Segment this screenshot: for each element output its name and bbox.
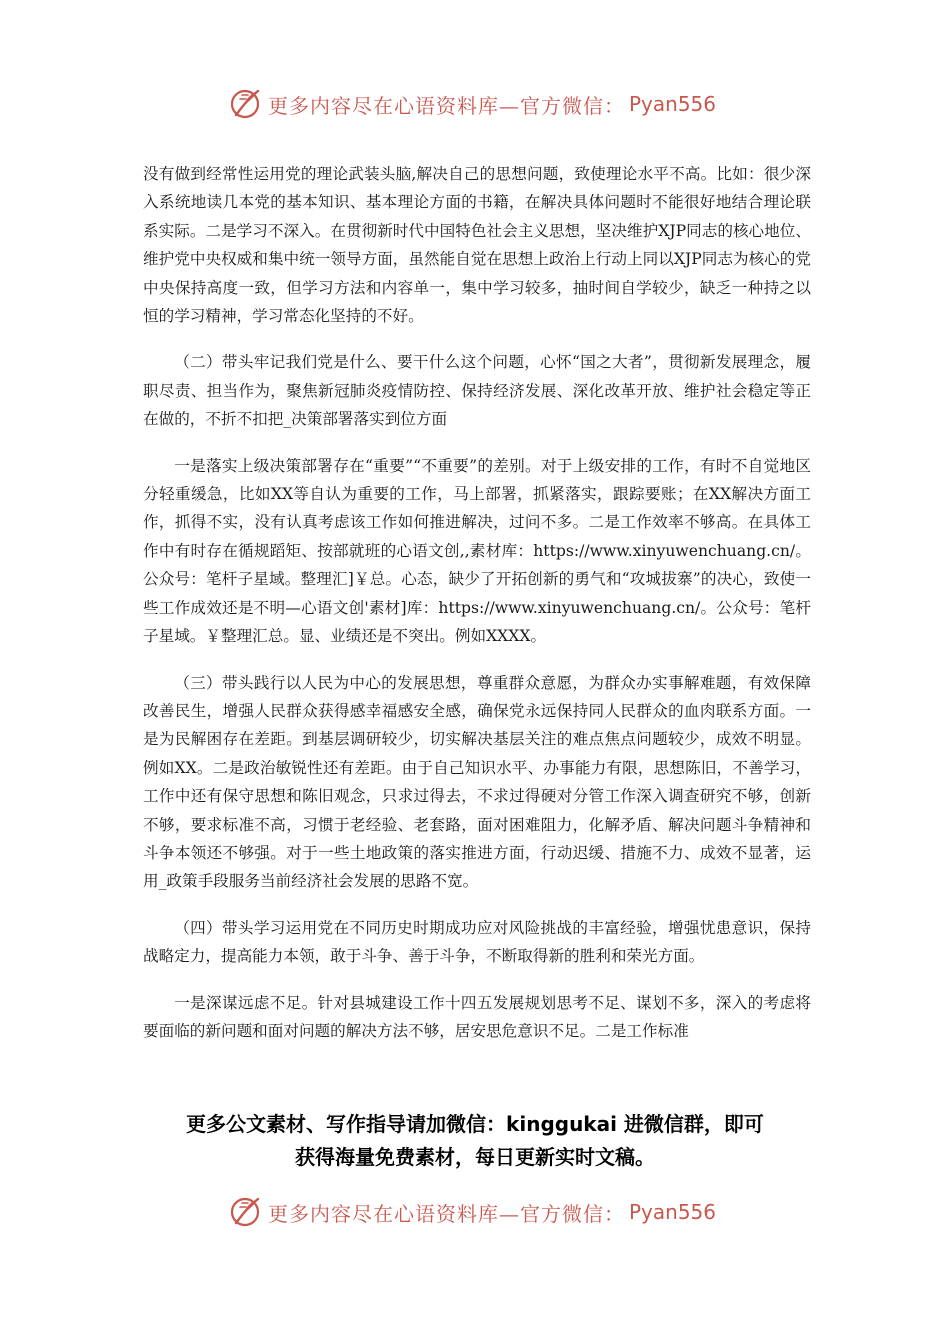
quill-logo-icon	[228, 87, 262, 121]
footer-banner-text: 更多内容尽在心语资料库—官方微信：	[268, 1201, 625, 1226]
promo-notice	[100, 1108, 850, 1174]
header-banner-wechat-id: Pyan556	[629, 92, 717, 116]
quill-logo-icon	[228, 1195, 262, 1229]
promo-line-1: 更多公文素材、写作指导请加微信：kinggukai 进微信群，即可	[186, 1112, 764, 1136]
paragraph-section-2-body: 一是落实上级决策部署存在“重要”“不重要”的差别。对于上级安排的工作，有时不自觉地区分轻重缓急，比如XX等自认为重要的工作，马上部署，抓紧落实，跟踪要账；在XX解决方面工作，抓得不实，没有认真考虑该工作如何推进解决，过问不多。二是工作效率不够高。在具体工作中有时存在循规蹈矩、按部就班的心语文创,,素材库：https://www.xinyuwenchuang.cn/。公众号：笔杆子星域。整理汇]￥总。心态，缺少了开拓创新的勇气和“攻城拔寨”的决心，致使一些工作成效还是不明—心语文创'素材]库：https://www.xinyuwenchuang.cn/。公众号：笔杆子星域。￥整理汇总。显、业绩还是不突出。例如XXXX。	[143, 456, 811, 646]
header-banner-text: 更多内容尽在心语资料库—官方微信：	[268, 93, 625, 118]
paragraph-continuation: 没有做到经常性运用党的理论武装头脑,解决自己的思想问题，致使理论水平不高。比如：很少深入系统地读几本党的基本知识、基本理论方面的书籍，在解决具体问题时不能很好地结合理论联系实际。二是学习不深入。在贯彻新时代中国特色社会主义思想，坚决维护XJP同志的核心地位、维护党中央权威和集中统一领导方面，虽然能自觉在思想上政治上行动上同以XJP同志为核心的党中央保持高度一致，但学习方法和内容单一，集中学习较多，抽时间自学较少，缺乏一种持之以恒的学习精神，学习常态化坚持的不好。	[143, 165, 811, 326]
paragraph-section-4-body: 一是深谋远虑不足。针对县城建设工作十四五发展规划思考不足、谋划不多，深入的考虑将要面临的新问题和面对问题的解决方法不够，居安思危意识不足。二是工作标准	[143, 993, 811, 1040]
header-watermark-banner	[228, 84, 716, 124]
footer-banner-wechat-id: Pyan556	[629, 1200, 717, 1224]
footer-watermark-banner	[228, 1192, 716, 1232]
document-body	[143, 160, 811, 1063]
paragraph-section-2-heading: （二）带头牢记我们党是什么、要干什么这个问题，心怀“国之大者”，贯彻新发展理念，履职尽责、担当作为，聚焦新冠肺炎疫情防控、保持经济发展、深化改革开放、维护社会稳定等正在做的，不折不扣把_决策部署落实到位方面	[143, 353, 811, 429]
paragraph-section-3: （三）带头践行以人民为中心的发展思想，尊重群众意愿，为群众办实事解难题，有效保障改善民生，增强人民群众获得感幸福感安全感，确保党永远保持同人民群众的血肉联系方面。一是为民解困存在差距。到基层调研较少，切实解决基层关注的难点焦点问题较少，成效不明显。例如XX。二是政治敏锐性还有差距。由于自己知识水平、办事能力有限，思想陈旧，不善学习，工作中还有保守思想和陈旧观念，只求过得去，不求过得硬对分管工作深入调查研究不够，创新不够，要求标准不高，习惯于老经验、老套路，面对困难阻力，化解矛盾、解决问题斗争精神和斗争本领还不够强。对于一些土地政策的落实推进方面，行动迟缓、措施不力、成效不显著，运用_政策手段服务当前经济社会发展的思路不宽。	[143, 673, 811, 891]
promo-line-2: 获得海量免费素材，每日更新实时文稿。	[295, 1145, 655, 1169]
paragraph-section-4-heading: （四）带头学习运用党在不同历史时期成功应对风险挑战的丰富经验，增强忧患意识，保持战略定力，提高能力本领，敢于斗争、善于斗争，不断取得新的胜利和荣光方面。	[143, 918, 811, 966]
